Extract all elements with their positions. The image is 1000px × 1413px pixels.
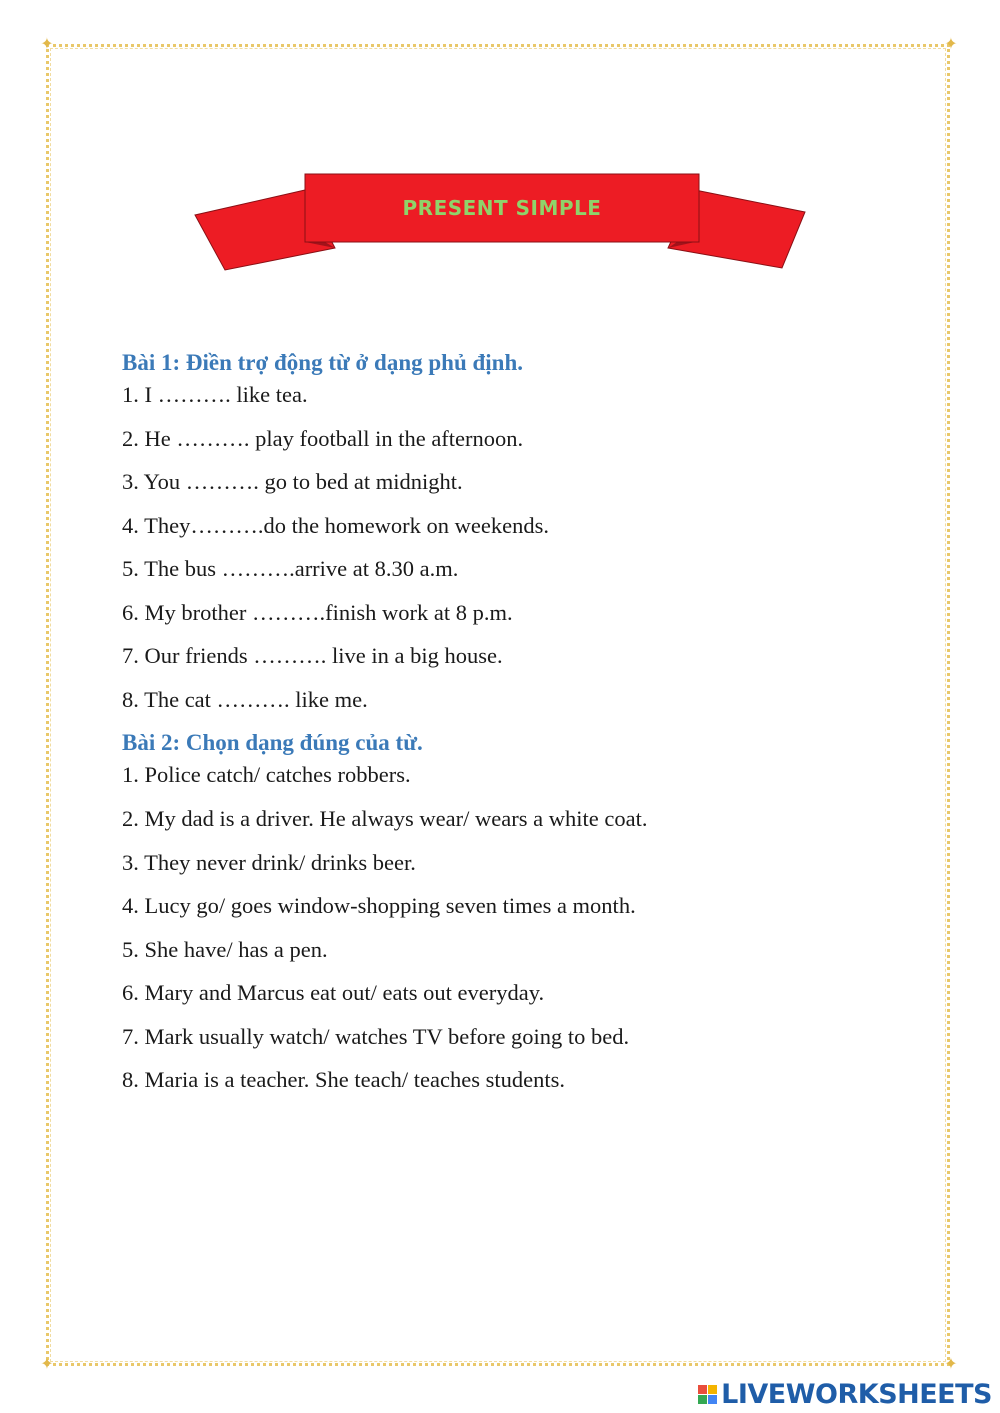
exercise-1-item: 6. My brother ……….finish work at 8 p.m. [122, 600, 513, 625]
corner-ornament-icon: ✦ [944, 36, 958, 53]
page-title: PRESENT SIMPLE [402, 196, 602, 220]
liveworksheets-logo[interactable] [698, 1379, 992, 1409]
exercise-1-item: 7. Our friends ………. live in a big house. [122, 643, 503, 668]
exercise-2-heading: Bài 2: Chọn dạng đúng của từ. [122, 730, 423, 755]
exercise-2-item: 2. My dad is a driver. He always wear/ wears a white coat. [122, 806, 648, 831]
corner-ornament-icon: ✦ [40, 1356, 54, 1373]
exercise-2-item: 7. Mark usually watch/ watches TV before going to bed. [122, 1024, 630, 1049]
exercise-2-item: 5. She have/ has a pen. [122, 937, 328, 962]
corner-ornament-icon: ✦ [944, 1356, 958, 1373]
exercise-1-item: 3. You ………. go to bed at midnight. [122, 469, 463, 494]
exercise-2-item: 1. Police catch/ catches robbers. [122, 762, 411, 787]
exercise-1-item: 2. He ………. play football in the afternoon. [122, 426, 524, 451]
exercise-2-item: 3. They never drink/ drinks beer. [122, 850, 416, 875]
exercise-1-item: 8. The cat ………. like me. [122, 687, 368, 712]
exercise-1-item: 5. The bus ……….arrive at 8.30 a.m. [122, 556, 459, 581]
logo-squares-icon [698, 1385, 717, 1404]
exercise-1-item: 1. I ………. like tea. [122, 382, 308, 407]
logo-text: LIVEWORKSHEETS [721, 1378, 992, 1410]
exercise-2-item: 6. Mary and Marcus eat out/ eats out everyday. [122, 980, 545, 1005]
exercise-2-item: 8. Maria is a teacher. She teach/ teaches students. [122, 1067, 565, 1092]
exercise-1-item: 4. They……….do the homework on weekends. [122, 513, 550, 538]
exercise-1-heading: Bài 1: Điền trợ động từ ở dạng phủ định. [122, 350, 523, 375]
corner-ornament-icon: ✦ [40, 36, 54, 53]
exercise-2-item: 4. Lucy go/ goes window-shopping seven times a month. [122, 893, 636, 918]
